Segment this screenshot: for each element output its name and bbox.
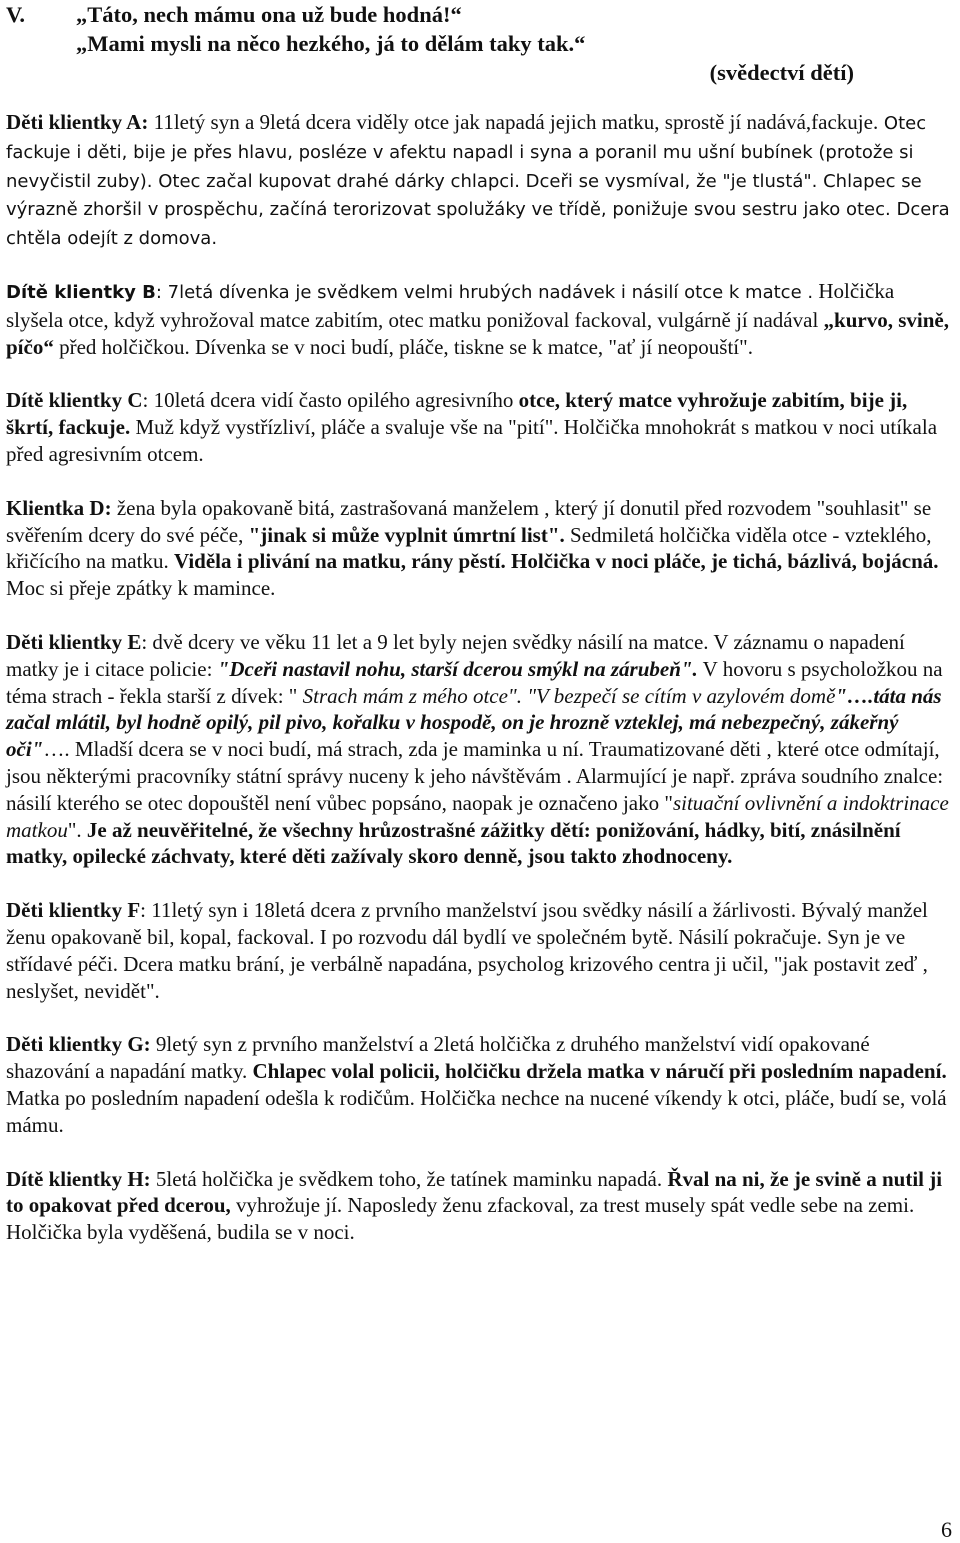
text-segment: Děti klientky F <box>6 898 141 923</box>
paragraph-client-h <box>6 1166 956 1246</box>
text-segment: žena byla opakovaně bitá, zastrašovaná manželem , který jí donutil před rozvodem "souhlasit" se svěřením dcery do své péče, <box>6 495 932 547</box>
text-segment: "Dceři nastavil nohu, starší dcerou smýkl na zárubeň". <box>217 656 698 681</box>
chapter-number: V. <box>6 2 25 27</box>
text-segment: Sedmiletá holčička viděla otce - vzteklého, křičícího na matku. <box>6 522 932 574</box>
text-segment: Otec fackuje i děti, bije je přes hlavu, posléze v afektu napadl i syna a poranil mu ušní bubínek (protože si nevyčistil zuby). Otec začal kupovat drahé dárky chlapci. Dceři se vysmíval, že "je tlustá". Chlapec se výrazně zhoršil v prospěchu, začíná terorizovat spolužáky ve třídě, ponižuje svou sestru jako otec. Dcera chtěla odejít z domova. <box>6 113 950 250</box>
heading-quote-2: „Mami mysli na něco hezkého, já to dělám taky tak.“ <box>76 31 586 56</box>
heading-quote-1: „Táto, nech mámu ona už bude hodná!“ <box>76 2 462 27</box>
text-segment: Dítě klientky B <box>6 281 156 303</box>
text-segment: před holčičkou. Dívenka se v noci budí, pláče, tiskne se k matce, "ať jí neopouští". <box>53 334 753 359</box>
text-segment: Strach mám z mého otce". "V bezpečí se cítím v azylovém domě <box>302 683 836 708</box>
page-number: 6 <box>941 1517 952 1542</box>
text-segment: Děti klientky G: <box>6 1032 151 1057</box>
text-segment: : 7letá dívenka je svědkem velmi hrubých nadávek i násilí otce k matce . <box>155 281 814 303</box>
text-segment: : dvě dcery ve věku 11 let a 9 let byly nejen svědky násilí na matce. V záznamu o napadení matky je i citace policie: <box>6 629 905 681</box>
text-segment: Matka po posledním napadení odešla k rodičům. Holčička nechce na nucené víkendy k otci, pláče, budí se, volá mámu. <box>6 1085 947 1137</box>
text-segment: Moc si přeje zpátky k mamince. <box>6 576 276 601</box>
paragraph-client-b <box>6 278 956 360</box>
text-segment: 11letý syn a 9letá dcera viděly otce jak napadá jejich matku, sprostě jí nadává,fackuje. <box>153 110 879 134</box>
text-segment: V hovoru s psycholožkou na téma strach - řekla starší z dívek: " <box>6 656 943 708</box>
heading-subtitle: (svědectví dětí) <box>709 60 854 85</box>
text-segment: : 11letý syn i 18letá dcera z prvního manželství jsou svědky násilí a žárlivosti. Bývalý manžel ženu opakovaně bil, kopal, fackoval. I po rozvodu dál bydlí ve společném bytě. Násilí pokračuje. Syn je ve střídavé péči. Dcera matku brání, je verbálně napadána, psycholog krizového centra ji učil, "jak postavit zeď , neslyšet, nevidět". <box>6 898 928 1003</box>
text-segment: situační ovlivnění a indoktrinace matkou <box>6 790 949 842</box>
text-segment: Viděla i plivání na matku, rány pěstí. Holčička v noci pláče, je tichá, bázlivá, bojácná. <box>173 549 939 574</box>
text-segment: Je až neuvěřitelné, že všechny hrůzostrašné zážitky dětí: ponižování, hádky, bití, znásilnění matky, opilecké záchvaty, které děti zažívaly skoro denně, jsou takto zhodnoceny. <box>6 817 901 869</box>
text-segment: Chlapec volal policii, holčičku držela matka v náručí při posledním napadení. <box>252 1059 947 1084</box>
text-segment: 5letá holčička je svědkem toho, že tatínek maminku napadá. <box>150 1166 668 1191</box>
text-segment: Dítě klientky H: <box>6 1166 151 1191</box>
text-segment: Holčička slyšela otce, když vyhrožoval matce zabitím, otec matku ponižoval fackoval, vulgárně jí nadával <box>6 278 895 332</box>
chapter-heading <box>6 0 956 87</box>
paragraph-client-d <box>6 495 956 602</box>
text-segment: "jinak si může vyplnit úmrtní list". <box>248 522 565 547</box>
paragraph-client-f <box>6 897 956 1004</box>
text-segment: Dítě klientky C <box>6 388 143 413</box>
paragraph-client-c <box>6 387 956 467</box>
text-segment: ". <box>67 817 87 842</box>
text-segment: 9letý syn z prvního manželství a 2letá holčička z druhého manželství vidí opakované shazování a napadání matky. <box>6 1032 870 1084</box>
text-segment: Děti klientky E <box>6 629 142 654</box>
document-page <box>6 0 956 1246</box>
text-segment: : 10letá dcera vidí často opilého agresivního <box>142 388 519 413</box>
text-segment: …. Mladší dcera se v noci budí, má strach, zda je maminka u ní. Traumatizované děti , které otce odmítají, jsou některými pracovníky státní správy nuceny k jeho návštěvám . Alarmující je např. zpráva soudního znalce: násilí kterého se otec dopouštěl není vůbec popsáno, naopak je označeno jako " <box>6 737 944 815</box>
paragraph-client-e <box>6 629 956 870</box>
text-segment: „kurvo, svině, píčo“ <box>6 307 949 359</box>
text-segment: Řval na ni, že je svině a nutil ji to opakovat před dcerou, <box>6 1166 943 1218</box>
body-text <box>6 109 956 1246</box>
text-segment: Děti klientky A: <box>6 110 154 134</box>
text-segment: vyhrožuje jí. Naposledy ženu zfackoval, za trest musely spát vedle sebe na zemi. Holčička byla vyděšená, budila se v noci. <box>6 1193 915 1245</box>
text-segment: Muž když vystřízliví, pláče a svaluje vše na "pití". Holčička mnohokrát s matkou v noci utíkala před agresivním otcem. <box>6 415 938 466</box>
text-segment: otce, který matce vyhrožuje zabitím, bije ji, škrtí, fackuje. <box>6 388 908 440</box>
text-segment: "….táta nás začal mlátil, byl hodně opilý, pil pivo, kořalku v hospodě, on je hrozně vzteklej, má nebezpečný, zákeřný oči" <box>6 683 942 762</box>
paragraph-client-a <box>6 109 956 253</box>
paragraph-client-g <box>6 1031 956 1138</box>
text-segment: Klientka D: <box>6 495 112 520</box>
